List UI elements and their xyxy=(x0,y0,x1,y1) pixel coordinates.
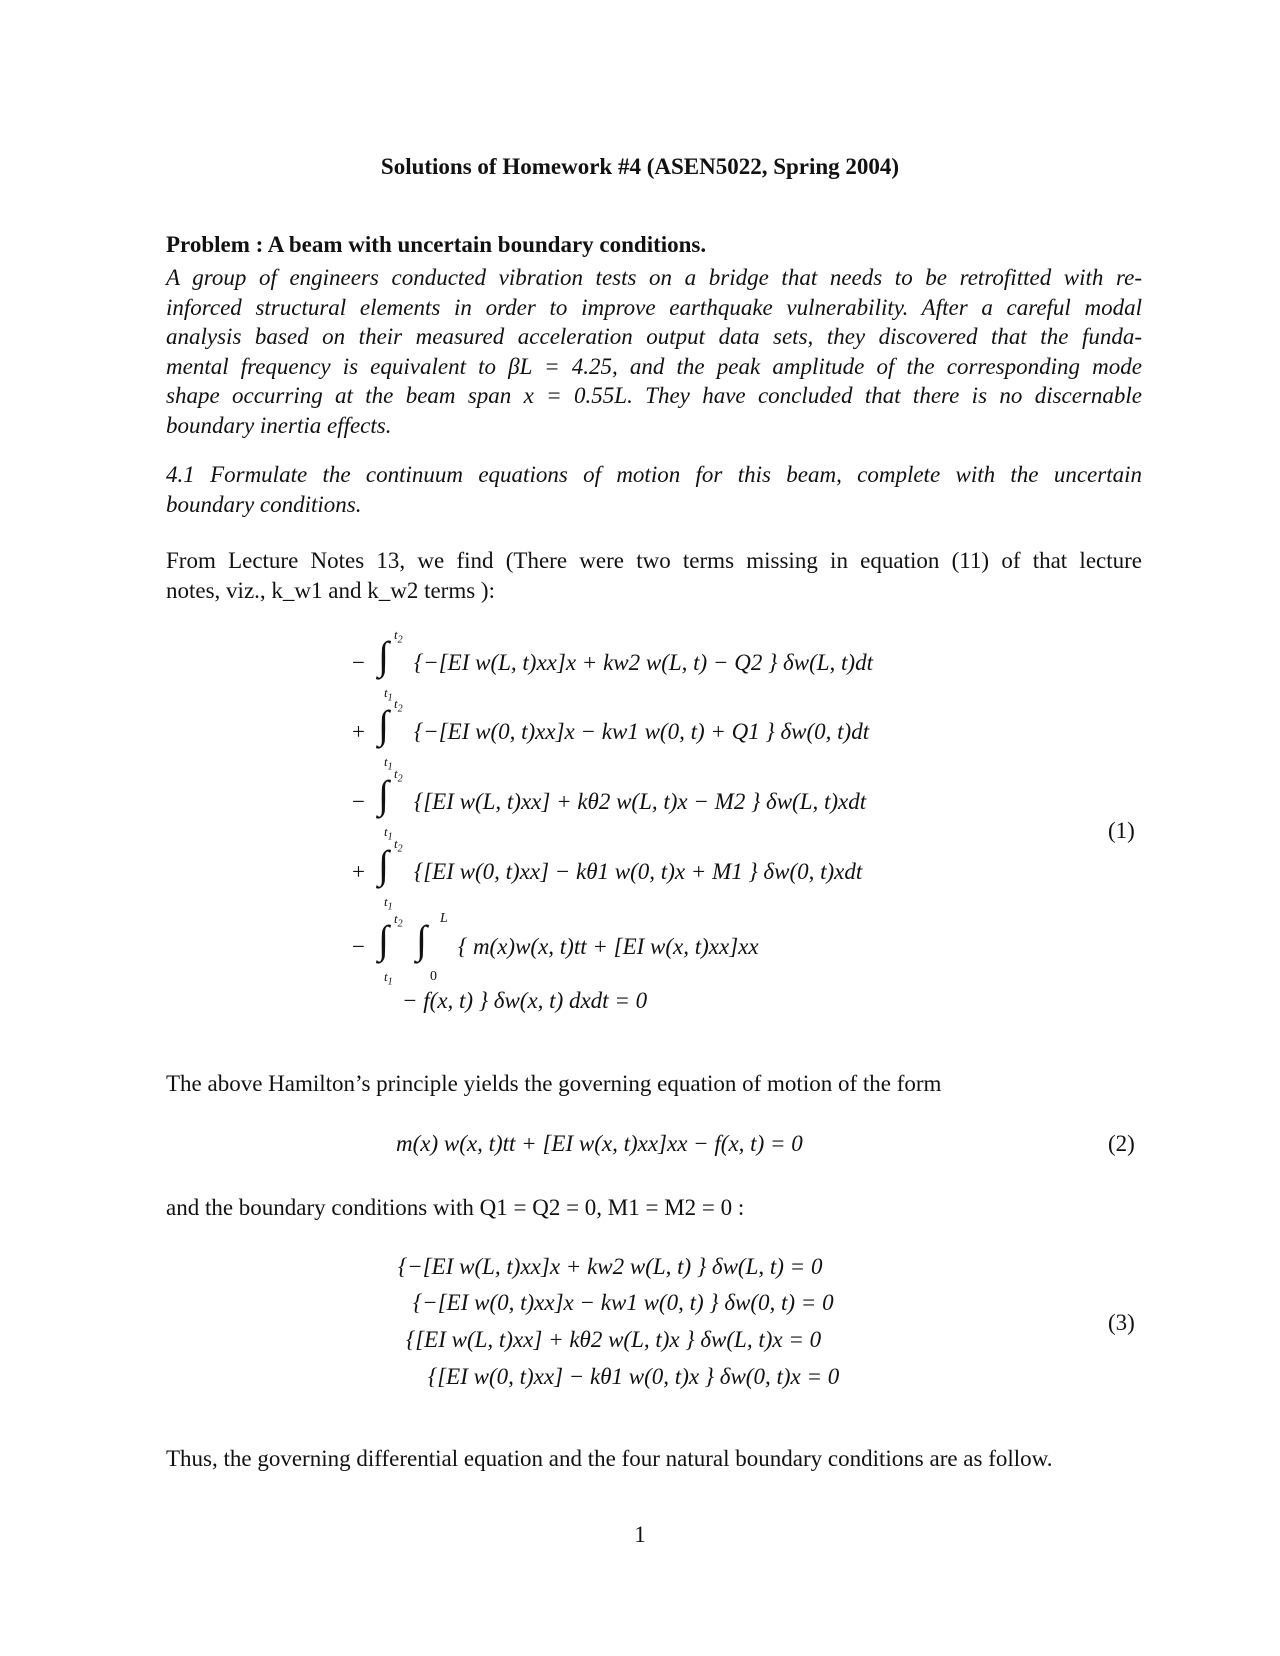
intro-line: From Lecture Notes 13, we find (There were two terms missing in equation (11) of that lecture xyxy=(166,548,1142,573)
page-number: 1 xyxy=(634,1522,646,1547)
eq1-sign: − xyxy=(352,650,365,675)
integral-symbol: ∫ xyxy=(378,702,389,747)
eq1-sign: + xyxy=(352,719,365,744)
integral-lower-limit: $t_1$ xyxy=(384,969,393,988)
integral-symbol: ∫ xyxy=(378,842,389,887)
integral-symbol: ∫ xyxy=(416,917,427,962)
integral-upper-limit: $t_2$ xyxy=(394,766,403,785)
task-line: boundary conditions. xyxy=(166,491,362,517)
integral-upper-limit: L xyxy=(440,911,448,926)
integral-upper-limit: $t_2$ xyxy=(394,696,403,715)
problem-statement xyxy=(166,263,1142,440)
intro-paragraph xyxy=(166,546,1142,605)
boundary-condition: {−[EI w(0, t)xx]x − kw1 w(0, t) } δw(0, t) = 0 xyxy=(413,1290,834,1315)
integral-upper-limit: $t_2$ xyxy=(394,627,403,646)
eq1-term: − f(x, t) } δw(x, t) dxdt = 0 xyxy=(402,988,648,1013)
eq1-term: {−[EI w(0, t)xx]x − kw1 w(0, t) + Q1 } δw(0, t)dt xyxy=(414,719,870,744)
eq1-term: {−[EI w(L, t)xx]x + kw2 w(L, t) − Q2 } δw(L, t)dt xyxy=(414,650,873,675)
bc-intro-line: and the boundary conditions with Q1 = Q2 = 0, M1 = M2 = 0 : xyxy=(166,1195,745,1220)
boundary-condition: {[EI w(L, t)xx] + kθ2 w(L, t)x } δw(L, t)x = 0 xyxy=(406,1327,822,1352)
boundary-condition: {−[EI w(L, t)xx]x + kw2 w(L, t) } δw(L, t) = 0 xyxy=(398,1254,823,1279)
eq1-sign: − xyxy=(352,934,365,959)
integral-lower-limit: 0 xyxy=(430,969,437,984)
statement-line: inforced structural elements in order to improve earthquake vulnerability. After a careful modal xyxy=(166,294,1142,320)
integral-symbol: ∫ xyxy=(378,917,389,962)
equation-number: (2) xyxy=(1108,1131,1135,1156)
boundary-condition: {[EI w(0, t)xx] − kθ1 w(0, t)x } δw(0, t)x = 0 xyxy=(428,1364,840,1389)
integral-lower-limit: $t_1$ xyxy=(384,824,393,843)
equation-2: m(x) w(x, t)tt + [EI w(x, t)xx]xx − f(x, t) = 0 xyxy=(396,1131,803,1156)
integral-upper-limit: $t_2$ xyxy=(394,911,403,930)
integral-lower-limit: $t_1$ xyxy=(384,685,393,704)
eq1-term: {[EI w(0, t)xx] − kθ1 w(0, t)x + M1 } δw(0, t)xdt xyxy=(414,859,863,884)
problem-heading: Problem : A beam with uncertain boundary conditions. xyxy=(166,232,707,257)
statement-line: mental frequency is equivalent to βL = 4.25, and the peak amplitude of the corresponding mode xyxy=(166,353,1142,379)
eq1-term: { m(x)w(x, t)tt + [EI w(x, t)xx]xx xyxy=(458,934,759,959)
bc-intro-paragraph xyxy=(166,1193,1142,1223)
integral-symbol: ∫ xyxy=(378,633,389,678)
eq1-term: {[EI w(L, t)xx] + kθ2 w(L, t)x − M2 } δw(L, t)xdt xyxy=(414,789,867,814)
task-line: 4.1 Formulate the continuum equations of motion for this beam, complete with the uncertain xyxy=(166,462,1142,487)
statement-line: A group of engineers conducted vibration tests on a bridge that needs to be retrofitted with re- xyxy=(166,265,1142,290)
task-statement xyxy=(166,460,1142,519)
integral-upper-limit: $t_2$ xyxy=(394,836,403,855)
statement-line: shape occurring at the beam span x = 0.55L. They have concluded that there is no discernable xyxy=(166,383,1142,408)
conclusion-paragraph xyxy=(166,1444,1142,1474)
page-title: Solutions of Homework #4 (ASEN5022, Spring 2004) xyxy=(380,154,900,179)
hamilton-paragraph xyxy=(166,1069,1142,1099)
integral-lower-limit: $t_1$ xyxy=(384,894,393,913)
eq1-sign: − xyxy=(352,789,365,814)
integral-symbol: ∫ xyxy=(378,772,389,817)
integral-lower-limit: $t_1$ xyxy=(384,754,393,773)
statement-line: analysis based on their measured acceleration output data sets, they discovered that the funda- xyxy=(166,324,1142,349)
eq1-sign: + xyxy=(352,859,365,884)
intro-line: notes, viz., k_w1 and k_w2 terms ): xyxy=(166,577,495,603)
hamilton-line: The above Hamilton’s principle yields the governing equation of motion of the form xyxy=(166,1071,942,1096)
equation-number: (3) xyxy=(1108,1310,1135,1335)
conclusion-line: Thus, the governing differential equation and the four natural boundary conditions are as follow. xyxy=(166,1446,1053,1471)
statement-line: boundary inertia effects. xyxy=(166,412,392,438)
equation-number: (1) xyxy=(1108,818,1135,843)
